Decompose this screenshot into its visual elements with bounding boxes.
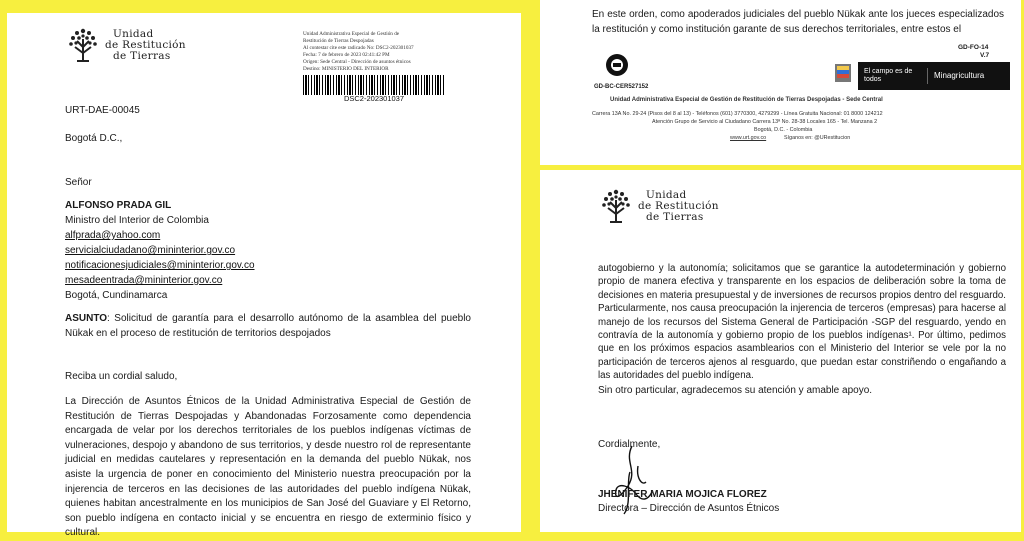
email-link[interactable]: notificacionesjudiciales@mininterior.gov.co bbox=[65, 260, 255, 271]
city-line: Bogotá D.C., bbox=[65, 133, 123, 144]
urt-logo bbox=[67, 27, 186, 63]
letter-page-1 bbox=[7, 13, 521, 539]
radicado-stamp bbox=[303, 31, 453, 102]
barcode bbox=[303, 75, 445, 95]
campaign-slogan: El campo es de todos bbox=[858, 68, 928, 84]
recipient-name: ALFONSO PRADA GIL bbox=[65, 200, 172, 211]
certification-code: GD-BC-CER527152 bbox=[594, 84, 649, 90]
subject-paragraph bbox=[65, 312, 471, 341]
colombia-seal-icon bbox=[832, 60, 854, 90]
subject-text: : Solicitud de garantía para el desarrollo autónomo de la asamblea del pueblo Nükak en el proceso de restitución de territorios despojados bbox=[65, 313, 471, 339]
reference-number: URT-DAE-00045 bbox=[65, 105, 140, 116]
subject-label: ASUNTO bbox=[65, 313, 108, 324]
salutation: Señor bbox=[65, 177, 92, 188]
email-link[interactable]: mesadeentrada@mininterior.gov.co bbox=[65, 275, 223, 286]
ministry-name: Minagricultura bbox=[934, 71, 985, 80]
continuation-text: En este orden, como apoderados judiciales del pueblo Nükak ante los jueces especializados la restitución y como institución garante de sus derechos territoriales, entre estos el bbox=[592, 9, 1004, 35]
logo-line-2: de Restitución bbox=[105, 38, 186, 51]
footer-title: Unidad Administrativa Especial de Gestión de Restitución de Tierras Despojadas - Sede Central bbox=[610, 97, 883, 103]
campaign-banner bbox=[858, 62, 1010, 90]
form-code: GD-FO-14 bbox=[958, 44, 989, 51]
logo-line-2: de Restitución bbox=[638, 199, 719, 212]
logo-line-3: de Tierras bbox=[646, 210, 704, 223]
stamp-line: Restitución de Tierras Despojadas bbox=[303, 38, 374, 44]
letter-page-2 bbox=[540, 170, 1021, 532]
urt-logo bbox=[600, 188, 719, 224]
footer-social: Síganos en: @URestitucion bbox=[784, 135, 851, 141]
logo-line-1: Unidad bbox=[113, 27, 154, 40]
form-version: V.7 bbox=[980, 52, 990, 59]
tree-logo-icon bbox=[67, 27, 99, 63]
closing-word: Cordialmente, bbox=[598, 439, 661, 450]
logo-line-1: Unidad bbox=[646, 188, 687, 201]
letter-page-2-top bbox=[540, 0, 1021, 165]
signer-title: Directora – Dirección de Asuntos Étnicos bbox=[598, 503, 780, 514]
barcode-number: DSC2-202301037 bbox=[343, 94, 405, 103]
footer-address: Carrera 13A No. 29-24 (Pisos del 8 al 13) - Teléfonos (601) 3770300, 4279299 - Línea Gratuita Nacional: 01 8000 124212 bbox=[592, 111, 883, 117]
certification-seal-icon bbox=[600, 52, 634, 82]
recipient-city: Bogotá, Cundinamarca bbox=[65, 290, 168, 301]
footer-city: Bogotá, D.C. - Colombia bbox=[754, 127, 813, 133]
logo-wordmark bbox=[105, 29, 186, 62]
tree-logo-icon bbox=[600, 188, 632, 224]
email-link[interactable]: servicialciudadano@mininterior.gov.co bbox=[65, 245, 236, 256]
stamp-line: Origen: Sede Central - Dirección de asuntos étnicos bbox=[303, 59, 411, 65]
stamp-line: Unidad Administrativa Especial de Gestión de bbox=[303, 31, 400, 37]
logo-line-3: de Tierras bbox=[113, 49, 171, 62]
body-paragraph: La Dirección de Asuntos Étnicos de la Unidad Administrativa Especial de Gestión de Restitución de Tierras Despojadas y Abandonadas Forzosamente como dependencia encargada de velar por los derechos territoriales de los pueblos indígenas víctimas de vulneraciones, despojo y abandono de sus territorios, y desde nuestro rol de representante judicial en medidas cautelares y representación en la demanda del pueblo Nükak, nos asiste la urgencia de poner en conocimiento del Ministerio nuestra preocupación por la injerencia de terceros en las decisiones de las autoridades del pueblo indígena Nükak, quienes habitan ancestralmente en los municipios de San José del Guaviare y El Retorno, son pueblo indígena en contacto inicial y se encuentra en riesgo de exterminio físico y cultural. bbox=[65, 396, 471, 539]
footer-service: Atención Grupo de Servicio al Ciudadano Carrera 13ª No. 28-38 Locales 165 - Tel. Manzana 2 bbox=[652, 119, 878, 125]
stamp-line: Fecha: 7 de febrero de 2023 02:41:42 PM bbox=[303, 52, 390, 58]
greeting: Reciba un cordial saludo, bbox=[65, 371, 178, 382]
logo-wordmark bbox=[638, 190, 719, 223]
signer-name: JHENIFER MARIA MOJICA FLOREZ bbox=[598, 489, 767, 500]
footer-website-link[interactable]: www.urt.gov.co bbox=[730, 135, 767, 141]
closing-paragraph: autogobierno y la autonomía; solicitamos que se garantice la autodeterminación y gobierno propio de manera efectiva y transparente en los espacios de deliberación sobre la toma de decisiones en materia presupuestal y de inversiones de recursos propios dentro del resguardo. Particularmente, nos causa preocupación la injerencia de terceros (empresas) para hacerse al manejo de los recursos del Sistema General de Participación -SGP del resguardo, yendo en contravía de la autonomía y gobierno propio de los pueblos indígenas¹. Por último, pedimos que en los próximos espacios asamblearios con el Ministerio del Interior se vele por la no participación de terceros ajenos al resguardo, que puedan estar constriñendo o engañando a las autoridades del pueblo indígena. bbox=[598, 263, 1006, 382]
stamp-line: Al contestar cite este radicado No: DSC2-202301037 bbox=[303, 45, 414, 51]
email-link[interactable]: alfprada@yahoo.com bbox=[65, 230, 161, 241]
thanks-line: Sin otro particular, agradecemos su atención y amable apoyo. bbox=[598, 385, 873, 396]
recipient-title: Ministro del Interior de Colombia bbox=[65, 215, 209, 226]
stamp-line: Destino: MINISTERIO DEL INTERIOR bbox=[303, 66, 389, 72]
